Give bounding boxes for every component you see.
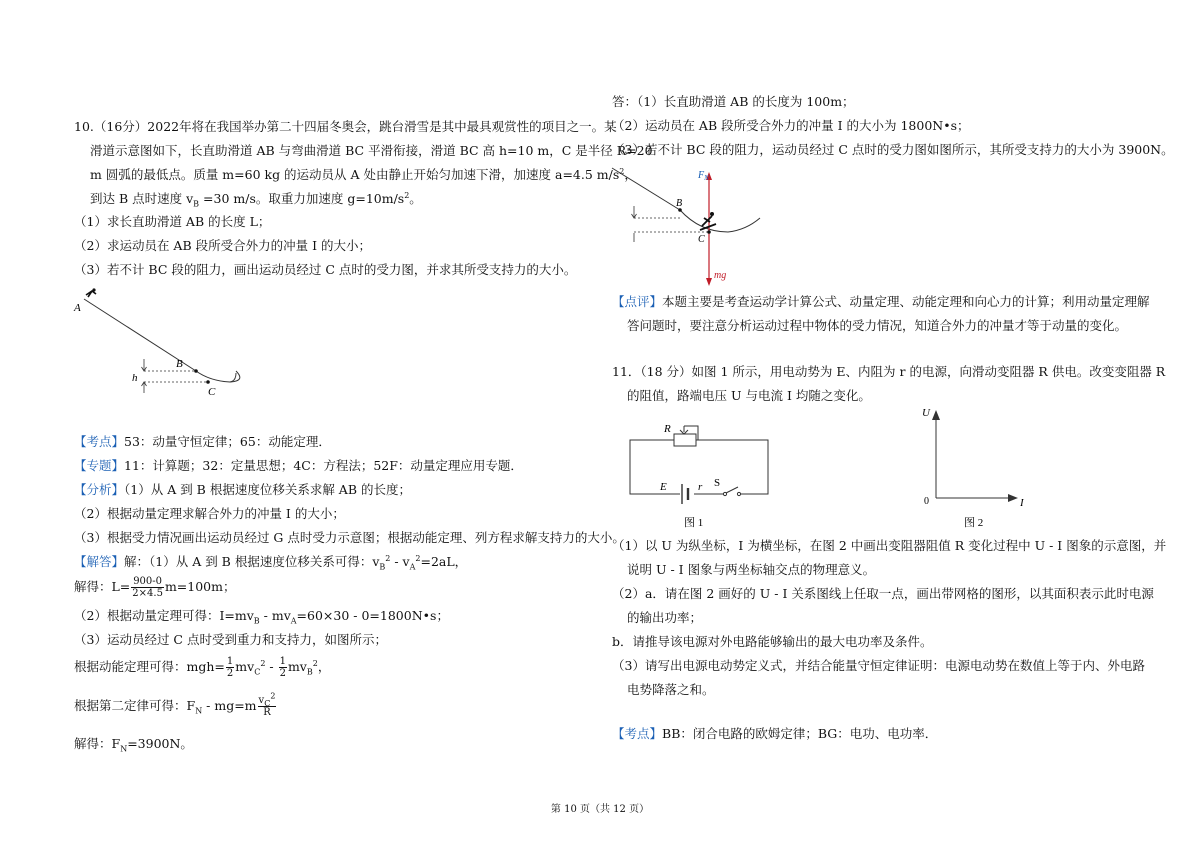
- zhuanti: 【专题】11：计算题；32：定量思想；4C：方程法；52F：动量定理应用专题．: [74, 458, 523, 473]
- q11-sub-3a: （3）请写出电源电动势定义式，并结合能量守恒定律证明：电源电动势在数值上等于内、外电路: [612, 658, 1145, 673]
- fenxi-3: （3）根据受力情况画出运动员经过 G 点时受力示意图；根据动能定理、列方程求解支持力的大小。: [74, 530, 625, 545]
- figure-1-caption: 图 1: [684, 517, 704, 529]
- q10-line-2: 滑道示意图如下，长直助滑道 AB 与弯曲滑道 BC 平滑衔接，滑道 BC 高 h=10 m，C 是半径 R=20: [90, 143, 653, 158]
- dianping-2: 答问题时，要注意分析运动过程中物体的受力情况，知道合外力的冲量才等于动量的变化。: [627, 318, 1128, 333]
- fenxi-tag: 【分析】: [74, 482, 125, 497]
- q10-sub-2: （2）求运动员在 AB 段所受合外力的冲量 I 的大小；: [74, 238, 371, 253]
- q11-sub-2c: b．请推导该电源对外电路能够输出的最大电功率及条件。: [612, 634, 933, 649]
- label-a: A: [74, 302, 81, 314]
- zhuanti-tag: 【专题】: [74, 458, 125, 473]
- slope-diagram: [70, 285, 250, 405]
- circuit-figure-1: [618, 418, 778, 533]
- q11-sub-3b: 电势降落之和。: [627, 682, 715, 697]
- label-b: B: [676, 198, 683, 209]
- answer-2: （2）运动员在 AB 段所受合外力的冲量 I 的大小为 1800N•s；: [612, 118, 970, 133]
- jieda-7: 解得：$F_N=3900N$。: [74, 736, 193, 754]
- kaodian-left: 【考点】53：动量守恒定律；65：动能定理．: [74, 434, 331, 449]
- label-fn: $F_N$: [698, 170, 709, 182]
- skier-icon: [700, 212, 716, 230]
- q11-sub-2a: （2）a．请在图 2 画好的 U - I 关系图线上任取一点，画出带网格的图形，以其面积表示此时电源: [612, 586, 1154, 601]
- figure-2-caption: 图 2: [964, 517, 984, 529]
- answer-3: （3）若不计 BC 段的阻力，运动员经过 C 点时的受力图如图所示，其所受支持力的大小为 3900N。: [612, 142, 1174, 157]
- label-c: C: [208, 386, 216, 398]
- dianping-1: 【点评】本题主要是考查运动学计算公式、动量定理、动能定理和向心力的计算；利用动量定理解: [612, 294, 1150, 309]
- label-r-small: r: [698, 481, 703, 493]
- q10-line-3: m 圆弧的最低点。质量 m=60 kg 的运动员从 A 处由静止开始匀加速下滑，加速度 a=4.5 $m/s^2$，: [90, 166, 637, 182]
- q11-line-2: 的阻值，路端电压 U 与电流 I 均随之变化。: [627, 388, 871, 403]
- label-i: I: [1020, 497, 1024, 509]
- label-c: C: [698, 234, 705, 245]
- kaodian-tag: 【考点】: [612, 726, 663, 741]
- jieda-4: （3）运动员经过 C 点时受到重力和支持力，如图所示；: [74, 632, 387, 647]
- q11-sub-2b: 的输出功率；: [627, 610, 703, 625]
- q10-sub-1: （1）求长直助滑道 AB 的长度 L；: [74, 214, 271, 229]
- q10-line-4: 到达 B 点时速度 $v_B =30$ m/s。取重力加速度 $g=10m/s^2$。: [90, 190, 422, 209]
- skier-icon: [86, 288, 96, 297]
- jieda-6: 根据第二定律可得：$F_N - mg=m$ $\frac{v_C^2}{R}$: [74, 691, 276, 718]
- jieda-tag: 【解答】: [74, 554, 125, 569]
- q11-sub-1a: （1）以 U 为纵坐标，I 为横坐标，在图 2 中画出变阻器阻值 R 变化过程中 U - I 图象的示意图，并: [612, 538, 1167, 553]
- jieda-2: 解得：L= $\frac{900-0}{2\times 4.5}$ m=100m；: [74, 576, 236, 599]
- label-r-big: R: [664, 423, 671, 435]
- fenxi-1: 【分析】（1）从 A 到 B 根据速度位移关系求解 AB 的长度；: [74, 482, 411, 497]
- q11-line-1: 11．（18 分）如图 1 所示，用电动势为 E、内阻为 r 的电源，向滑动变阻器 R 供电。改变变阻器 R: [612, 364, 1166, 379]
- kaodian-right: 【考点】BB：闭合电路的欧姆定律；BG：电功、电功率．: [612, 726, 938, 741]
- label-u: U: [922, 407, 930, 419]
- label-s: S: [714, 477, 721, 489]
- q10-line-1: 10.（16分）2022年将在我国举办第二十四届冬奥会，跳台滑雪是其中最具观赏性的项目之一。某: [74, 119, 617, 134]
- dianping-tag: 【点评】: [612, 294, 663, 309]
- label-mg: mg: [714, 270, 727, 281]
- label-h: h: [132, 372, 138, 384]
- force-diagram: [608, 160, 768, 290]
- fenxi-2: （2）根据动量定理求解合外力的冲量 I 的大小；: [74, 506, 345, 521]
- jieda-1: 【解答】解：（1）从 A 到 B 根据速度位移关系可得：$v_B^2 - v_A^2=2aL$，: [74, 553, 468, 572]
- label-origin: 0: [924, 496, 929, 507]
- q10-sub-3: （3）若不计 BC 段的阻力，画出运动员经过 C 点时的受力图，并求其所受支持力的大小。: [74, 262, 577, 277]
- kaodian-tag: 【考点】: [74, 434, 125, 449]
- page-footer: 第 10 页（共 12 页）: [550, 804, 650, 815]
- ui-axes-figure-2: [900, 400, 1050, 532]
- label-b: B: [176, 358, 183, 370]
- answer-1: 答：（1）长直助滑道 AB 的长度为 100m；: [612, 94, 855, 109]
- label-e: E: [660, 481, 667, 493]
- gravity-arrow: [706, 278, 712, 286]
- jieda-3: （2）根据动量定理可得：$I=mv_B - mv_A=60\times 30$ - 0=1800N•s；: [74, 608, 449, 626]
- q11-sub-1b: 说明 U - I 图象与两坐标轴交点的物理意义。: [627, 562, 876, 577]
- jieda-5: 根据动能定理可得：mgh= $\frac{1}{2}$ $mv_C^2$ - $\frac{1}{2}$ $mv_B^2$，: [74, 656, 331, 679]
- rheostat-r: [674, 434, 696, 446]
